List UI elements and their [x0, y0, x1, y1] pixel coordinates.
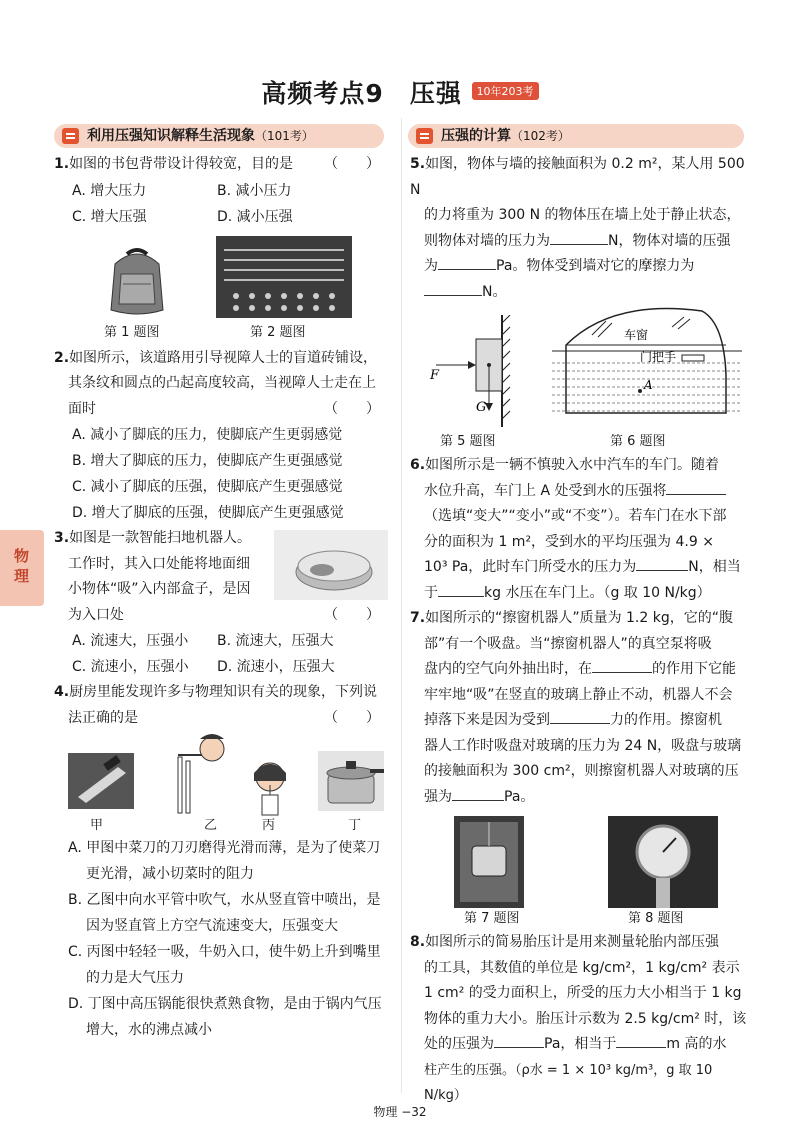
figure-tactile-paving — [216, 236, 352, 322]
question-text: 分的面积为 1 m²，受到水的平均压强为 4.9 × — [424, 533, 714, 550]
answer-blank[interactable] — [592, 658, 652, 673]
question-text: 如图的书包背带设计得较宽，目的是 — [69, 156, 294, 172]
backpack-image — [97, 244, 177, 316]
answer-paren[interactable]: （ ） — [324, 709, 380, 726]
figure-8-caption: 第 8 题图 — [628, 911, 684, 926]
option-c[interactable]: C. 流速小，压强小 — [72, 659, 189, 675]
answer-blank[interactable] — [438, 255, 496, 270]
question-text: 于 — [424, 584, 438, 601]
force-label-g: G — [476, 400, 487, 415]
figure-label-yi: 乙 — [204, 818, 218, 833]
robot-vacuum-image — [274, 530, 388, 600]
car-window-label: 车窗 — [624, 328, 649, 342]
answer-blank[interactable] — [550, 709, 610, 724]
tire-gauge-image — [608, 816, 718, 908]
page-number: 物理 −32 — [373, 1105, 427, 1119]
left-column — [54, 152, 388, 1043]
figure-6-caption: 第 6 题图 — [610, 434, 666, 449]
question-text: 物体的重力大小。胎压计示数为 2.5 kg/cm² 时，该 — [424, 1010, 747, 1027]
subject-side-tab — [0, 530, 44, 606]
answer-blank[interactable] — [666, 480, 726, 495]
option-d[interactable]: D. 减小压强 — [217, 208, 293, 225]
section-header-left — [54, 124, 384, 148]
right-column — [410, 152, 750, 1109]
question-text: 工作时，其入口处能将地面细 — [68, 555, 250, 572]
exam-count-badge: 10年203考 — [472, 82, 539, 100]
question-text: 厨房里能发现许多与物理知识有关的现象，下列说 — [69, 684, 378, 700]
question-text: N。 — [482, 283, 507, 300]
section-count: （102考） — [511, 129, 570, 143]
answer-paren[interactable]: （ ） — [324, 400, 380, 417]
option-b[interactable]: B. 增大了脚底的压力，使脚底产生更强感觉 — [72, 453, 343, 469]
question-text: m 高的水 — [666, 1036, 727, 1052]
question-text: Pa。 — [504, 788, 535, 805]
answer-blank[interactable] — [494, 1033, 544, 1048]
point-a-label: A — [644, 378, 653, 392]
section-count: （101考） — [255, 129, 314, 143]
straw-blowing-image — [172, 731, 232, 817]
answer-blank[interactable] — [438, 582, 484, 597]
question-text: 面时 — [68, 400, 96, 417]
pressure-cooker-image — [318, 751, 384, 811]
option-a[interactable]: A. 甲图中菜刀的刀刃磨得光滑而薄，是为了使菜刀 — [68, 840, 381, 856]
answer-blank[interactable] — [616, 1033, 666, 1048]
side-tab-label: 物理 — [14, 547, 30, 585]
question-text: 如图，物体与墙的接触面积为 0.2 m²，某人用 500 N — [410, 156, 745, 198]
question-text: 其条纹和圆点的凸起高度较高，当视障人士走在上 — [68, 375, 376, 391]
question-text: N，物体对墙的压强 — [608, 232, 731, 249]
question-text: 柱产生的压强。（ρ水 = 1 × 10³ kg/m³，g 取 10 N/kg） — [424, 1062, 713, 1103]
option-d[interactable]: D. 流速小，压强大 — [217, 659, 335, 675]
question-3 — [54, 526, 388, 628]
figure-7-caption: 第 7 题图 — [464, 911, 520, 926]
figure-5-caption: 第 5 题图 — [440, 434, 496, 449]
question-text: 如图所示的“擦窗机器人”质量为 1.2 kg，它的“腹 — [425, 610, 733, 626]
option-d[interactable]: D. 增大了脚底的压强，使脚底产生更强感觉 — [72, 505, 344, 521]
question-number: 5. — [410, 156, 426, 172]
question-text: 处的压强为 — [424, 1036, 494, 1052]
knife-image — [68, 753, 134, 809]
figure-backpack — [92, 244, 182, 320]
question-text: 为 — [424, 258, 438, 274]
option-b-cont: 因为竖直管上方空气流速变大，压强变大 — [86, 918, 338, 934]
q1-options-row2 — [72, 204, 388, 230]
column-divider — [401, 118, 402, 1093]
question-text: 1 cm² 的受力面积上，所受的压力大小相当于 1 kg — [424, 985, 742, 1001]
question-text: 如图所示，该道路用引导视障人士的盲道砖铺设， — [69, 349, 378, 366]
option-d[interactable]: D. 丁图中高压锅能很快煮熟食物，是由于锅内气压 — [68, 996, 382, 1012]
q3-options-row1 — [72, 628, 388, 654]
question-number: 4. — [54, 684, 70, 700]
section-header-right — [408, 124, 744, 148]
option-c[interactable]: C. 丙图中轻轻一吸，牛奶入口，使牛奶上升到嘴里 — [68, 944, 381, 960]
question-text: 则物体对墙的压力为 — [424, 232, 550, 249]
answer-blank[interactable] — [452, 786, 504, 801]
answer-blank[interactable] — [424, 281, 482, 296]
question-text: 强为 — [424, 788, 452, 805]
question-text: 的作用下它能 — [652, 661, 736, 677]
door-handle-label: 门把手 — [640, 350, 677, 364]
figure-2-caption: 第 2 题图 — [250, 324, 306, 340]
question-number: 7. — [410, 610, 426, 626]
question-number: 2. — [54, 349, 70, 366]
question-text: 如图是一款智能扫地机器人。 — [69, 530, 252, 546]
figure-label-jia: 甲 — [90, 818, 104, 833]
q5-q6-figures — [410, 305, 750, 453]
force-label-f: F — [430, 368, 440, 383]
option-b[interactable]: B. 减小压力 — [217, 182, 292, 199]
question-text-end — [54, 397, 388, 423]
q1-q2-figures — [54, 236, 388, 346]
question-text: 力的作用。擦窗机 — [610, 712, 722, 728]
option-b[interactable]: B. 流速大，压强大 — [217, 633, 334, 649]
question-text: Pa，相当于 — [544, 1036, 617, 1052]
figure-label-ding: 丁 — [348, 818, 362, 833]
answer-blank[interactable] — [550, 230, 608, 245]
question-text: （选填“变大”“变小”或“不变”）。若车门在水下部 — [424, 508, 727, 524]
question-text: kg 水压在车门上。（g 取 10 N/kg） — [484, 584, 711, 601]
question-text: 的力将重为 300 N 的物体压在墙上处于静止状态， — [424, 207, 741, 223]
section-icon — [62, 128, 79, 144]
question-text: N，相当 — [688, 559, 741, 575]
option-a[interactable]: A. 增大压力 — [72, 182, 147, 199]
question-text: 的接触面积为 300 cm²，则擦窗机器人对玻璃的压 — [424, 763, 739, 779]
answer-paren[interactable]: （ ） — [324, 606, 380, 623]
question-2 — [54, 346, 388, 372]
question-text: 器人工作时吸盘对玻璃的压力为 24 N，吸盘与玻璃 — [424, 737, 742, 754]
option-a[interactable]: A. 减小了脚底的压力，使脚底产生更弱感觉 — [72, 427, 343, 443]
title-topic: 压强 — [409, 79, 462, 108]
q3-options-row2 — [72, 654, 388, 680]
option-b[interactable]: B. 乙图中向水平管中吹气，水从竖直管中喷出，是 — [68, 892, 381, 908]
q1-options-row1 — [72, 178, 388, 204]
question-text: 小物体“吸”入内部盒子，是因 — [68, 581, 251, 597]
answer-blank[interactable] — [636, 556, 688, 571]
option-d-cont: 增大，水的沸点减小 — [86, 1022, 212, 1038]
option-a-cont: 更光滑，减小切菜时的阻力 — [86, 866, 254, 882]
tactile-paving-image — [216, 236, 352, 318]
option-c-cont: 的力是大气压力 — [86, 970, 184, 986]
question-number: 8. — [410, 934, 426, 950]
question-text: 法正确的是 — [68, 709, 138, 726]
question-number: 6. — [410, 457, 426, 473]
option-a[interactable]: A. 流速大，压强小 — [72, 633, 189, 649]
question-text: 盘内的空气向外抽出时，在 — [424, 661, 592, 677]
wall-block-diagram — [410, 315, 520, 437]
question-number: 3. — [54, 530, 70, 546]
figure-label-bing: 丙 — [262, 818, 276, 833]
q7-q8-figures — [410, 810, 750, 930]
question-text: 10³ Pa，此时车门所受水的压力为 — [424, 559, 637, 575]
girl-drinking-image — [242, 755, 298, 819]
figure-1-caption: 第 1 题图 — [104, 324, 160, 340]
title-main: 高频考点9 — [261, 79, 384, 108]
question-text: 为入口处 — [68, 606, 124, 623]
option-c[interactable]: C. 增大压强 — [72, 208, 147, 225]
car-door-diagram — [552, 305, 742, 427]
page-footer — [0, 1103, 800, 1120]
question-text: 水位升高，车门上 A 处受到水的压强将 — [424, 482, 667, 499]
question-4 — [54, 680, 388, 706]
robot-vacuum-figure — [274, 530, 388, 600]
section-title: 压强的计算 — [441, 128, 511, 144]
section-icon — [416, 128, 433, 144]
question-text: 如图所示是一辆不慎驶入水中汽车的车门。随着 — [425, 457, 720, 473]
answer-paren[interactable]: （ ） — [324, 156, 380, 172]
question-text: 的工具，其数值的单位是 kg/cm²，1 kg/cm² 表示 — [424, 959, 740, 976]
question-number: 1. — [54, 156, 70, 172]
page-title — [0, 74, 800, 110]
q4-figures — [54, 731, 388, 835]
question-1 — [54, 152, 388, 178]
question-text: 掉落下来是因为受到 — [424, 712, 550, 728]
question-text: Pa。物体受到墙对它的摩擦力为 — [496, 258, 695, 274]
question-text: 部”有一个吸盘。当“擦窗机器人”的真空泵将吸 — [424, 635, 712, 652]
question-text: 如图所示的简易胎压计是用来测量轮胎内部压强 — [425, 934, 720, 950]
window-robot-image — [454, 816, 524, 908]
section-title: 利用压强知识解释生活现象 — [87, 128, 255, 144]
option-c[interactable]: C. 减小了脚底的压强，使脚底产生更强感觉 — [72, 479, 343, 495]
question-text: 牢牢地“吸”在竖直的玻璃上静止不动，机器人不会 — [424, 686, 733, 703]
